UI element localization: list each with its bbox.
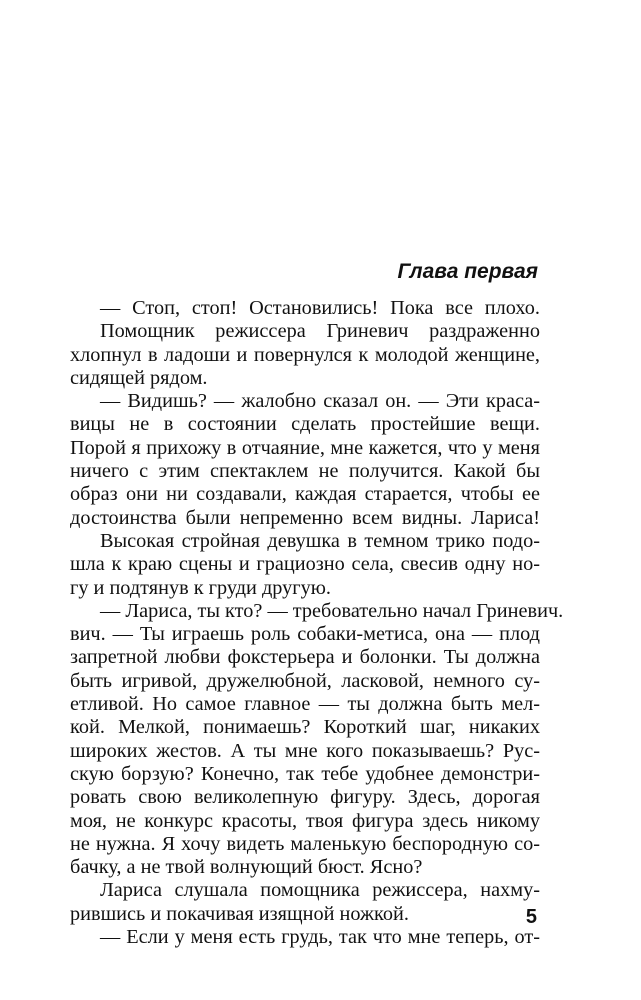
text-line: ровать свою великолепную фигуру. Здесь, дорогая bbox=[70, 786, 540, 809]
text-line: — Лариса, ты кто? — требовательно начал Гриневич. bbox=[100, 599, 564, 622]
text-line: широких жестов. А ты мне кого показываешь? Рус- bbox=[70, 739, 540, 762]
text-line: образ они ни создавали, каждая старается, чтобы ее bbox=[70, 483, 540, 506]
text-line: — Если у меня есть грудь, так что мне теперь, от- bbox=[100, 926, 540, 949]
text-line: кой. Мелкой, понимаешь? Короткий шаг, никаких bbox=[70, 716, 540, 739]
text-line: бачку, а не твой волнующий бюст. Ясно? bbox=[70, 856, 423, 879]
text-line: Высокая стройная девушка в темном трико подо- bbox=[100, 529, 540, 552]
text-line: скую борзую? Конечно, так тебе удобнее демонстри- bbox=[70, 762, 540, 785]
text-line: не нужна. Я хочу видеть маленькую беспородную со- bbox=[70, 832, 540, 855]
text-line: быть игривой, дружелюбной, ласковой, немного су- bbox=[70, 669, 540, 692]
text-line: вич. — Ты играешь роль собаки-метиса, она — плод bbox=[70, 623, 540, 646]
text-line: достоинства были непременно всем видны. Лариса! bbox=[70, 506, 540, 529]
text-line: гу и подтянув к груди другую. bbox=[70, 576, 331, 599]
text-line: сидящей рядом. bbox=[70, 366, 208, 389]
text-line: — Стоп, стоп! Остановились! Пока все плохо. bbox=[100, 297, 540, 319]
text-line: — Видишь? — жалобно сказал он. — Эти краса- bbox=[100, 390, 540, 413]
text-line: вицы не в состоянии сделать простейшие вещи. bbox=[70, 413, 540, 436]
text-line: Лариса слушала помощника режиссера, нахму- bbox=[100, 879, 540, 902]
chapter-title: Глава первая bbox=[397, 260, 538, 283]
body-text bbox=[70, 297, 564, 949]
text-line: Помощник режиссера Гриневич раздраженно bbox=[100, 320, 540, 343]
text-line: рившись и покачивая изящной ножкой. bbox=[70, 902, 409, 925]
text-line: запретной любви фокстерьера и болонки. Ты должна bbox=[70, 646, 540, 669]
text-line: хлопнул в ладоши и повернулся к молодой женщине, bbox=[70, 343, 540, 366]
text-line: етливой. Но самое главное — ты должна быть мел- bbox=[70, 693, 540, 716]
text-line: моя, не конкурс красоты, твоя фигура здесь никому bbox=[70, 809, 540, 832]
text-line: шла к краю сцены и грациозно села, свесив одну но- bbox=[70, 553, 540, 576]
text-line: Порой я прихожу в отчаяние, мне кажется, что у меня bbox=[70, 436, 540, 459]
page-number: 5 bbox=[525, 906, 537, 928]
text-line: ничего с этим спектаклем не получится. Какой бы bbox=[70, 460, 540, 483]
